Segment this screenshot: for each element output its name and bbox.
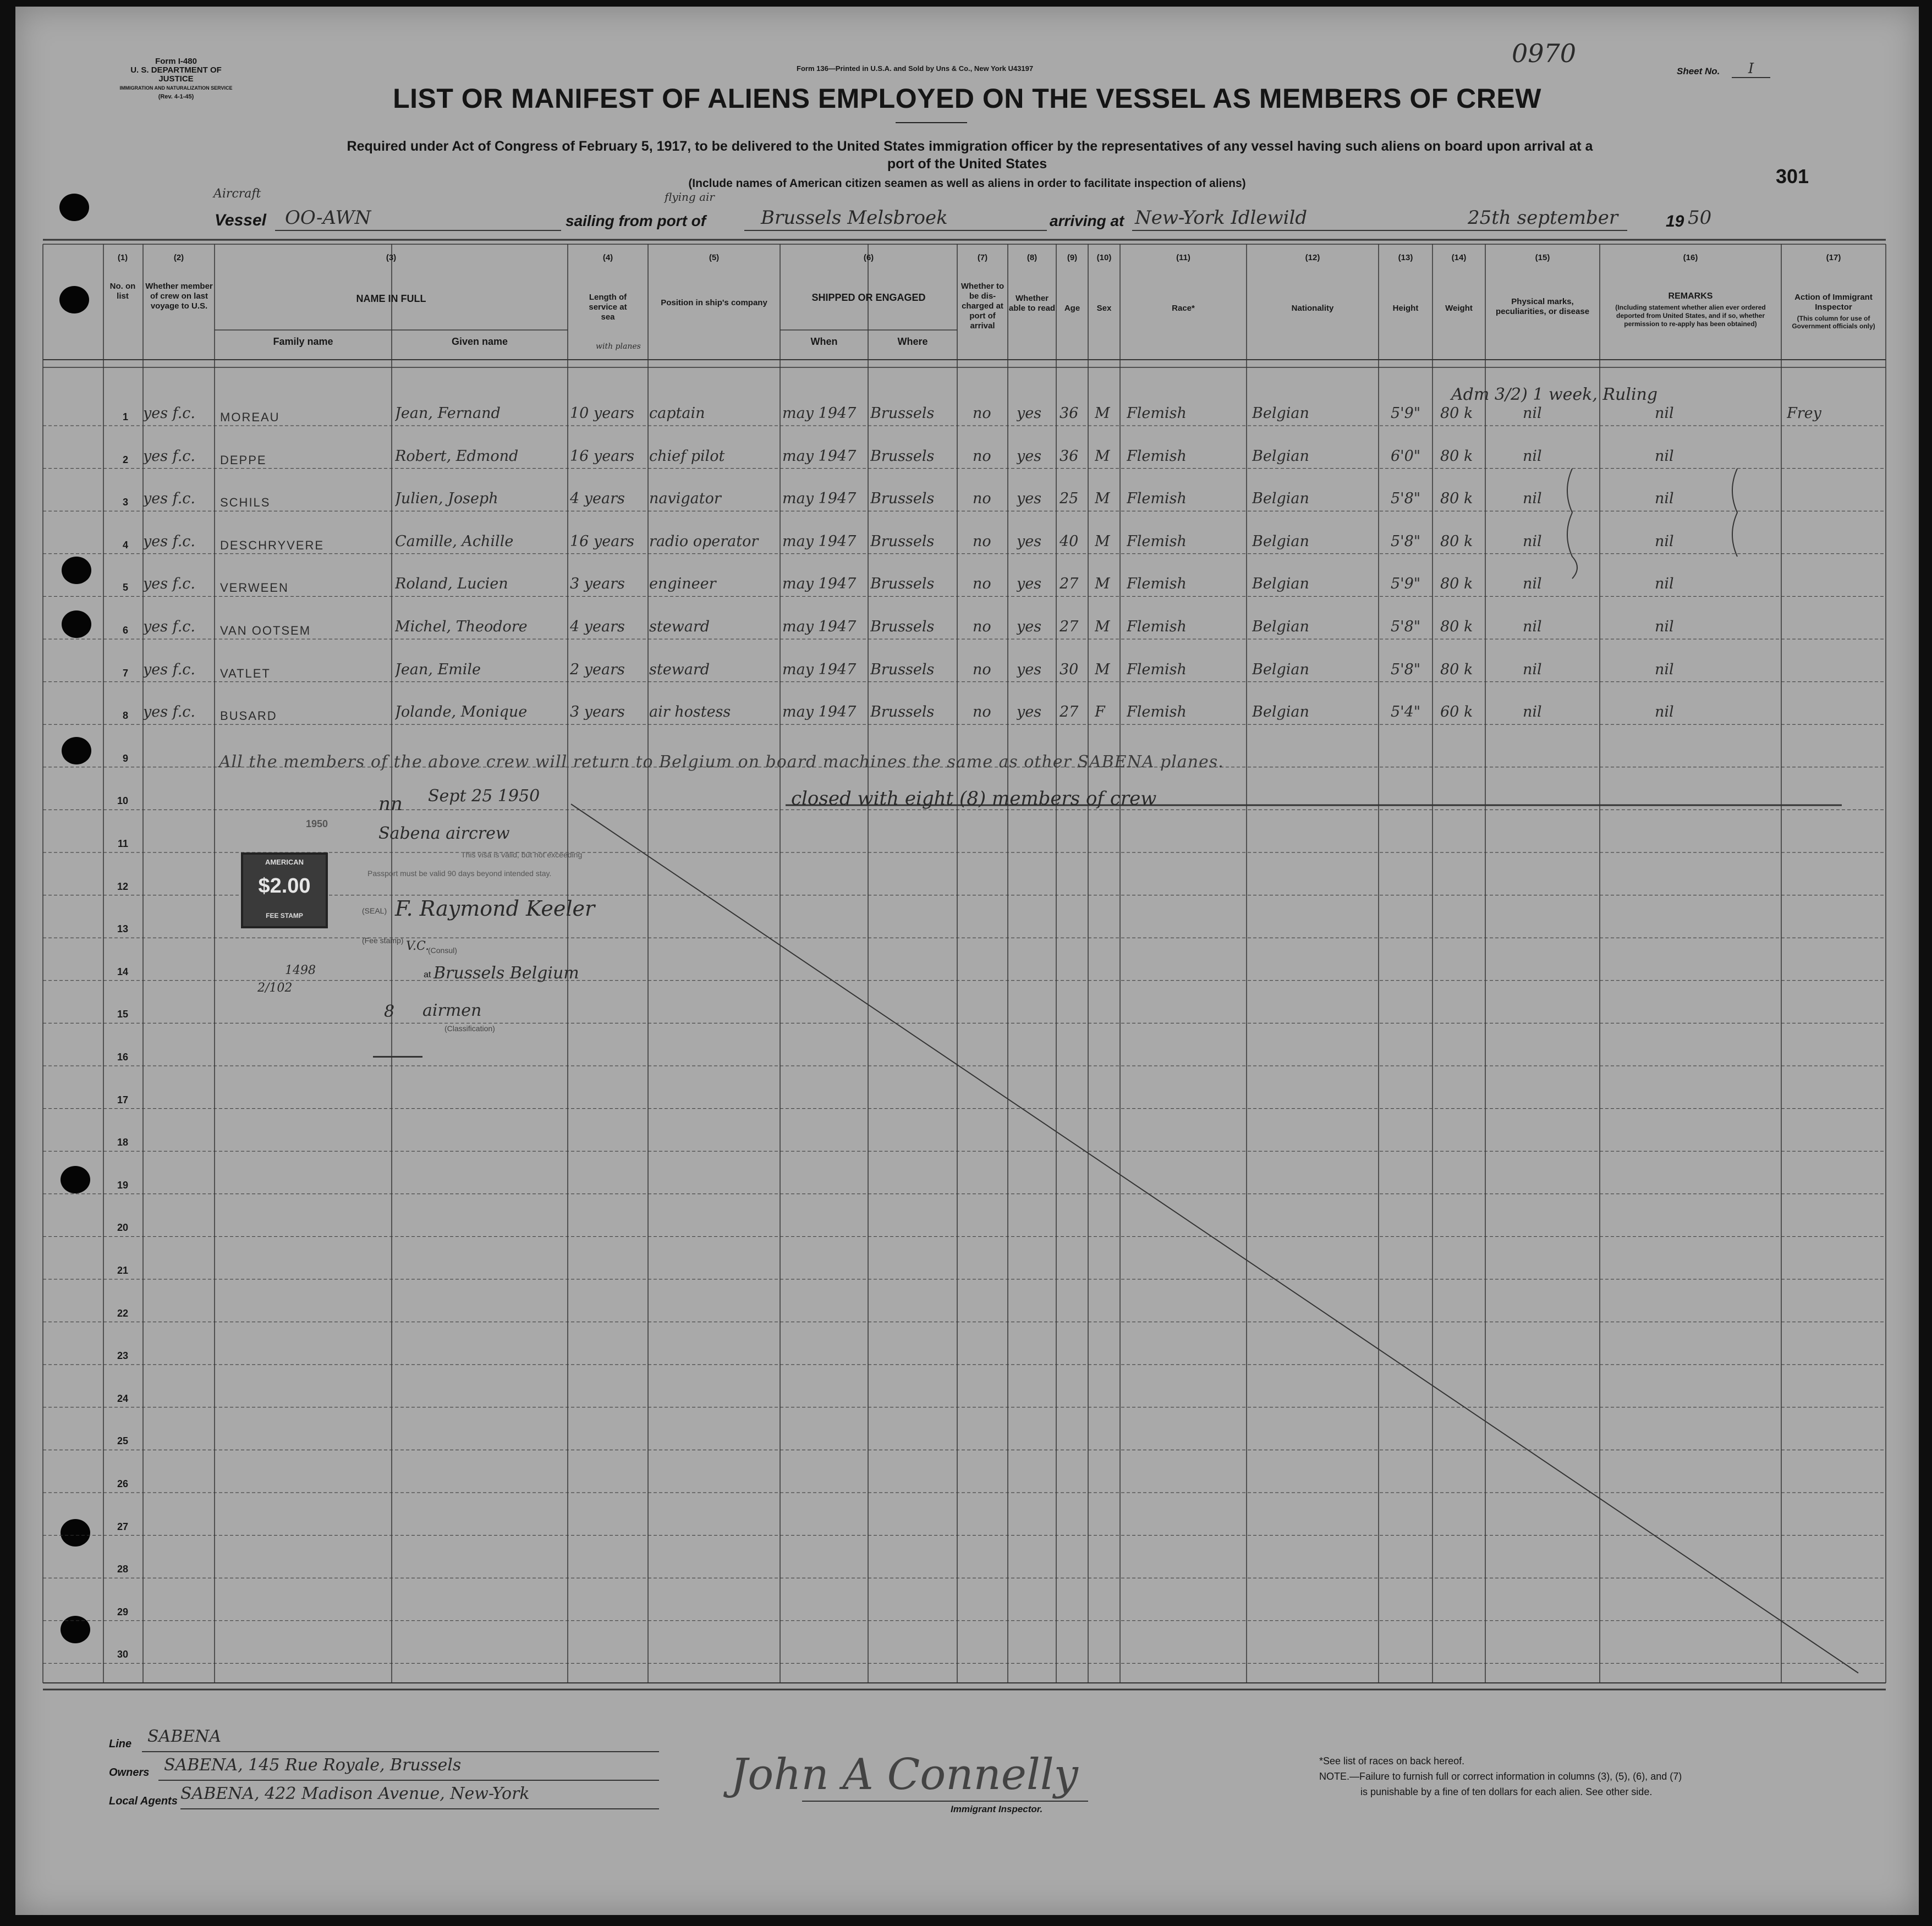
vessel-value: OO-AWN [285, 207, 371, 229]
vessel-note: Aircraft [213, 187, 261, 201]
cell-weight: 80 k [1440, 490, 1473, 508]
col-subheader: Family name [273, 336, 333, 347]
col-num: (10) [1096, 253, 1112, 262]
row-number: 25 [117, 1435, 128, 1447]
cell-when: may 1947 [782, 661, 857, 678]
row-number: 17 [117, 1094, 128, 1105]
failure-note [1319, 1771, 1682, 1782]
cell-family: VAN OOTSEM [220, 624, 311, 637]
cell-discharged: no [973, 661, 991, 678]
col-header: Nationality [1291, 304, 1334, 313]
row-number: 21 [117, 1265, 128, 1276]
col-header: Physical marks, peculiarities, or disease [1495, 297, 1590, 316]
owners-label: Owners [109, 1767, 150, 1779]
cell-where: Brussels [870, 575, 935, 593]
row-number: 27 [117, 1521, 128, 1532]
printer-line: Form 136—Printed in U.S.A. and Sold by Uns & Co., New York U43197 [797, 64, 1034, 73]
col-header: Action of Immigrant Inspector [1794, 293, 1873, 312]
classification: airmen [422, 1001, 482, 1020]
col-num: (9) [1067, 253, 1078, 262]
cell-service: 16 years [570, 447, 635, 465]
cell-remarks: nil [1655, 618, 1674, 635]
cell-position: engineer [649, 575, 716, 593]
cell-age: 36 [1060, 447, 1079, 465]
remarks-admission-note: Adm 3/2) 1 week, Ruling [1451, 385, 1658, 404]
cell-discharged: no [973, 575, 991, 593]
crew-count: 8 [384, 1002, 395, 1021]
cell-position: radio operator [649, 532, 759, 550]
fee-stamp-label: (Fee stamp) [362, 936, 404, 945]
row-number: 12 [117, 881, 128, 892]
row-number: 2 [122, 454, 128, 465]
row-number: 30 [117, 1649, 128, 1660]
cell-family: SCHILS [220, 496, 271, 510]
cell-service: 4 years [570, 490, 625, 508]
col-num: (3) [386, 253, 397, 262]
cell-service: 2 years [570, 661, 625, 678]
col-num: (11) [1176, 253, 1190, 262]
cell-weight: 80 k [1440, 532, 1473, 550]
cell-race: Flemish [1127, 405, 1187, 422]
page-title: LIST OR MANIFEST OF ALIENS EMPLOYED ON THE VESSEL AS MEMBERS OF CREW [393, 83, 1541, 114]
cell-sex: M [1095, 618, 1110, 635]
cell-nationality: Belgian [1252, 447, 1309, 465]
sailing-label: sailing from port of [566, 212, 706, 229]
consul-signature: F. Raymond Keeler [395, 896, 595, 921]
col-note: with planes [596, 342, 641, 351]
cell-read: yes [1017, 447, 1042, 465]
consul-stamp-block [362, 786, 599, 1067]
stamp-number: 0970 [1512, 38, 1577, 68]
cell-sex: M [1095, 447, 1110, 465]
cell-family: VATLET [220, 666, 271, 680]
cell-sex: M [1095, 405, 1110, 422]
col-num: (12) [1305, 253, 1320, 262]
form-number: Form I-480 [155, 57, 197, 66]
cell-when: may 1947 [782, 618, 857, 635]
cell-marks: nil [1523, 618, 1542, 635]
cell-marks: nil [1523, 532, 1542, 550]
note-text-1: —Failure to furnish full or correct information in columns (3), (5), (6), and (7) [1349, 1771, 1682, 1782]
cell-last: yes f.c. [143, 661, 195, 678]
cell-when: may 1947 [782, 490, 857, 508]
cell-where: Brussels [870, 618, 935, 635]
cell-remarks: nil [1655, 703, 1674, 721]
cell-race: Flemish [1127, 618, 1187, 635]
cell-weight: 80 k [1440, 447, 1473, 465]
sheet-value: I [1732, 60, 1770, 78]
classification-label: (Classification) [444, 1024, 495, 1033]
cell-marks: nil [1523, 447, 1542, 465]
cell-given: Michel, Theodore [395, 618, 528, 635]
row-number: 4 [122, 539, 128, 551]
fee-stamp-country: AMERICAN [265, 858, 304, 866]
cell-height: 5'8" [1391, 618, 1421, 635]
cell-where: Brussels [870, 490, 935, 508]
cell-height: 5'4" [1391, 703, 1421, 721]
service: IMMIGRATION AND NATURALIZATION SERVICE [119, 85, 233, 91]
col-subheader: Where [897, 336, 928, 347]
cell-height: 5'8" [1391, 490, 1421, 508]
cell-height: 5'8" [1391, 661, 1421, 678]
cell-height: 5'8" [1391, 532, 1421, 550]
col-num: (17) [1826, 253, 1841, 262]
cell-weight: 80 k [1440, 575, 1473, 593]
inspector-signature: John A Connelly [731, 1750, 1078, 1800]
cell-remarks: nil [1655, 575, 1674, 593]
visa-text-b: Passport must be valid 90 days beyond intended stay. [367, 869, 552, 878]
department: U. S. DEPARTMENT OF JUSTICE [130, 65, 222, 84]
arrival-date: 25th september [1468, 207, 1618, 229]
cell-remarks: nil [1655, 405, 1674, 422]
row-number: 15 [117, 1009, 128, 1020]
cell-position: steward [649, 618, 710, 635]
cell-where: Brussels [870, 405, 935, 422]
cell-discharged: no [973, 490, 991, 508]
row-number: 5 [122, 582, 128, 593]
cell-given: Robert, Edmond [395, 447, 519, 465]
cell-sex: M [1095, 575, 1110, 593]
row-number: 29 [117, 1606, 128, 1617]
col-note: (This column for use of Government officials only) [1792, 315, 1875, 330]
cell-service: 3 years [570, 703, 625, 721]
col-subheader: When [810, 336, 838, 347]
row-number: 16 [117, 1052, 128, 1063]
col-header: Whether to be dis-charged at port of arrival [960, 282, 1005, 331]
sheet-label: Sheet No. [1677, 66, 1720, 76]
col-num: (2) [173, 253, 184, 262]
cell-position: chief pilot [649, 447, 725, 465]
col-header: No. on list [109, 282, 136, 301]
closed-note: closed with eight (8) members of crew [791, 788, 1157, 810]
cell-nationality: Belgian [1252, 618, 1309, 635]
sailing-value: Brussels Melsbroek [761, 207, 948, 229]
row-number: 10 [117, 795, 128, 807]
cell-where: Brussels [870, 447, 935, 465]
cell-race: Flemish [1127, 490, 1187, 508]
cell-nationality: Belgian [1252, 661, 1309, 678]
cell-remarks: nil [1655, 532, 1674, 550]
row-number: 13 [117, 923, 128, 935]
return-note: All the members of the above crew will return to Belgium on board machines the same as other SABENA planes. [219, 752, 1224, 772]
col-header: Whether member of crew on last voyage to U.S. [145, 282, 213, 311]
cell-marks: nil [1523, 575, 1542, 593]
row-number: 28 [117, 1564, 128, 1575]
cell-when: may 1947 [782, 447, 857, 465]
cell-age: 30 [1060, 661, 1079, 678]
cell-service: 16 years [570, 532, 635, 550]
cell-weight: 80 k [1440, 661, 1473, 678]
arriving-value: New-York Idlewild [1135, 207, 1308, 229]
col-num: (16) [1683, 253, 1698, 262]
cell-read: yes [1017, 703, 1042, 721]
stamp-year: 1950 [306, 818, 328, 829]
fee-stamp [241, 852, 328, 928]
cell-last: yes f.c. [143, 447, 195, 465]
cell-when: may 1947 [782, 703, 857, 721]
col-num: (6) [863, 253, 874, 262]
row-number: 7 [122, 667, 128, 679]
col-num: (7) [977, 253, 988, 262]
cell-sex: F [1095, 703, 1105, 721]
col-header: Length of service at sea [589, 293, 627, 322]
year-label: 19 [1666, 212, 1684, 230]
cell-service: 10 years [570, 405, 635, 422]
row-number: 1 [122, 411, 128, 422]
cell-read: yes [1017, 618, 1042, 635]
row-number: 6 [122, 625, 128, 636]
arriving-label: arriving at [1050, 212, 1124, 229]
cell-weight: 80 k [1440, 618, 1473, 635]
cell-read: yes [1017, 575, 1042, 593]
note-text-2: is punishable by a fine of ten dollars for each alien. See other side. [1360, 1786, 1653, 1797]
races-note: *See list of races on back hereof. [1319, 1756, 1465, 1767]
revision: (Rev. 4-1-45) [158, 93, 194, 100]
line-value: SABENA [147, 1727, 222, 1746]
consul-initials: nn [378, 793, 403, 815]
col-header: Height [1392, 304, 1419, 313]
row-number: 11 [117, 838, 128, 849]
row-number: 24 [117, 1393, 128, 1404]
cell-family: BUSARD [220, 709, 277, 723]
cell-race: Flemish [1127, 703, 1187, 721]
fee-stamp-type: FEE STAMP [266, 912, 303, 920]
cell-age: 27 [1060, 618, 1079, 635]
consul-city: Brussels Belgium [433, 964, 579, 983]
cell-given: Camille, Achille [395, 532, 514, 550]
row-number: 26 [117, 1478, 128, 1489]
cell-remarks: nil [1655, 447, 1674, 465]
cell-last: yes f.c. [143, 490, 195, 508]
fee-number-1: 1498 [285, 964, 316, 977]
cell-race: Flemish [1127, 532, 1187, 550]
cell-when: may 1947 [782, 532, 857, 550]
consul-line-1: Sabena aircrew [378, 824, 510, 843]
cell-family: VERWEEN [220, 581, 289, 595]
cell-last: yes f.c. [143, 618, 195, 635]
cell-nationality: Belgian [1252, 703, 1309, 721]
col-num: (14) [1451, 253, 1467, 262]
cell-age: 36 [1060, 405, 1079, 422]
fee-number-2: 2/102 [257, 981, 293, 995]
cell-read: yes [1017, 490, 1042, 508]
cell-nationality: Belgian [1252, 405, 1309, 422]
cell-marks: nil [1523, 405, 1542, 422]
cell-age: 40 [1060, 532, 1079, 550]
consul-date: Sept 25 1950 [428, 786, 540, 806]
note-label: NOTE. [1319, 1771, 1350, 1782]
row-number: 8 [122, 710, 128, 722]
cell-height: 6'0" [1391, 447, 1421, 465]
cell-family: DESCHRYVERE [220, 538, 325, 552]
cell-remarks: nil [1655, 490, 1674, 508]
page-number: 301 [1776, 165, 1809, 188]
row-number: 3 [122, 497, 128, 508]
cell-given: Julien, Joseph [395, 490, 498, 508]
cell-race: Flemish [1127, 661, 1187, 678]
row-number: 20 [117, 1222, 128, 1234]
cell-nationality: Belgian [1252, 575, 1309, 593]
cell-read: yes [1017, 532, 1042, 550]
cell-height: 5'9" [1391, 575, 1421, 593]
cell-height: 5'9" [1391, 405, 1421, 422]
cell-given: Jolande, Monique [395, 703, 528, 721]
cell-service: 3 years [570, 575, 625, 593]
cell-position: captain [649, 405, 705, 422]
cell-discharged: no [973, 447, 991, 465]
seal-label: (SEAL) [362, 906, 387, 915]
cell-position: navigator [649, 490, 721, 508]
col-header: SHIPPED OR ENGAGED [811, 292, 926, 303]
row-number: 23 [117, 1350, 128, 1362]
agents-label: Local Agents [109, 1795, 178, 1807]
cell-sex: M [1095, 532, 1110, 550]
cell-given: Roland, Lucien [395, 575, 508, 593]
cell-sex: M [1095, 661, 1110, 678]
cell-weight: 80 k [1440, 405, 1473, 422]
col-subheader: Given name [451, 336, 508, 347]
col-num: (8) [1027, 253, 1038, 262]
col-header: REMARKS [1668, 291, 1713, 301]
cell-remarks: nil [1655, 661, 1674, 678]
row-number: 9 [122, 752, 128, 764]
col-num: (5) [709, 253, 720, 262]
cell-last: yes f.c. [143, 703, 195, 721]
consul-title: (Consul) [428, 946, 457, 955]
line-label: Line [109, 1738, 132, 1750]
cell-discharged: no [973, 405, 991, 422]
inspector-label: Immigrant Inspector. [951, 1804, 1043, 1814]
col-header: Whether able to read [1008, 294, 1056, 313]
cell-last: yes f.c. [143, 575, 195, 593]
col-num: (13) [1398, 253, 1413, 262]
subtitle-line-1: Required under Act of Congress of February 5, 1917, to be delivered to the United States immigration officer by the representatives of any vessel having such aliens on board upon arrival at a [347, 139, 1593, 154]
cell-action: Frey [1787, 405, 1821, 422]
subtitle-line-3: (Include names of American citizen seamen as well as aliens in order to facilitate inspection of aliens) [688, 177, 1246, 190]
cell-last: yes f.c. [143, 532, 195, 550]
cell-when: may 1947 [782, 405, 857, 422]
fee-stamp-amount: $2.00 [258, 874, 311, 898]
cell-age: 27 [1060, 703, 1079, 721]
cell-family: MOREAU [220, 410, 280, 424]
cell-marks: nil [1523, 661, 1542, 678]
cell-discharged: no [973, 532, 991, 550]
manifest-sheet [15, 7, 1919, 1915]
cell-race: Flemish [1127, 575, 1187, 593]
col-header: Position in ship's company [661, 298, 767, 307]
cell-race: Flemish [1127, 447, 1187, 465]
cell-service: 4 years [570, 618, 625, 635]
cell-sex: M [1095, 490, 1110, 508]
visa-text-a: This visa is valid, but not exceeding [461, 850, 583, 859]
cell-nationality: Belgian [1252, 490, 1309, 508]
cell-position: steward [649, 661, 710, 678]
agents-value: SABENA, 422 Madison Avenue, New-York [180, 1784, 530, 1803]
owners-value: SABENA, 145 Rue Royale, Brussels [164, 1756, 462, 1775]
row-number: 14 [117, 966, 128, 977]
cell-read: yes [1017, 661, 1042, 678]
cell-where: Brussels [870, 703, 935, 721]
cell-last: yes f.c. [143, 405, 195, 422]
cell-weight: 60 k [1440, 703, 1473, 721]
cell-marks: nil [1523, 703, 1542, 721]
year-value: 50 [1688, 207, 1712, 229]
cell-age: 25 [1060, 490, 1079, 508]
cell-where: Brussels [870, 532, 935, 550]
row-number: 22 [117, 1307, 128, 1319]
cell-read: yes [1017, 405, 1042, 422]
sailing-note: flying air [665, 190, 715, 203]
cell-marks: nil [1523, 490, 1542, 508]
cell-given: Jean, Emile [395, 661, 481, 678]
col-note: (Including statement whether alien ever ordered deported from United States, and if so, whether permission to re-apply has been obtained) [1615, 304, 1766, 328]
col-header: NAME IN FULL [356, 293, 426, 304]
row-number: 18 [117, 1137, 128, 1148]
col-header: Race* [1172, 304, 1195, 313]
vc-mark: V.C. [406, 939, 430, 953]
subtitle-line-2: port of the United States [887, 156, 1047, 172]
cell-position: air hostess [649, 703, 731, 721]
city-label: at [424, 970, 431, 979]
cell-age: 27 [1060, 575, 1079, 593]
col-header: Sex [1096, 304, 1112, 313]
col-num: (15) [1535, 253, 1550, 262]
cell-given: Jean, Fernand [395, 405, 501, 422]
col-num: (1) [117, 253, 128, 262]
col-header: Weight [1445, 304, 1473, 313]
cell-where: Brussels [870, 661, 935, 678]
cell-discharged: no [973, 703, 991, 721]
cell-when: may 1947 [782, 575, 857, 593]
vessel-label: Vessel [215, 211, 266, 229]
cell-family: DEPPE [220, 453, 267, 467]
col-num: (4) [602, 253, 613, 262]
cell-nationality: Belgian [1252, 532, 1309, 550]
row-number: 19 [117, 1179, 128, 1191]
cell-discharged: no [973, 618, 991, 635]
col-header: Age [1064, 304, 1080, 313]
